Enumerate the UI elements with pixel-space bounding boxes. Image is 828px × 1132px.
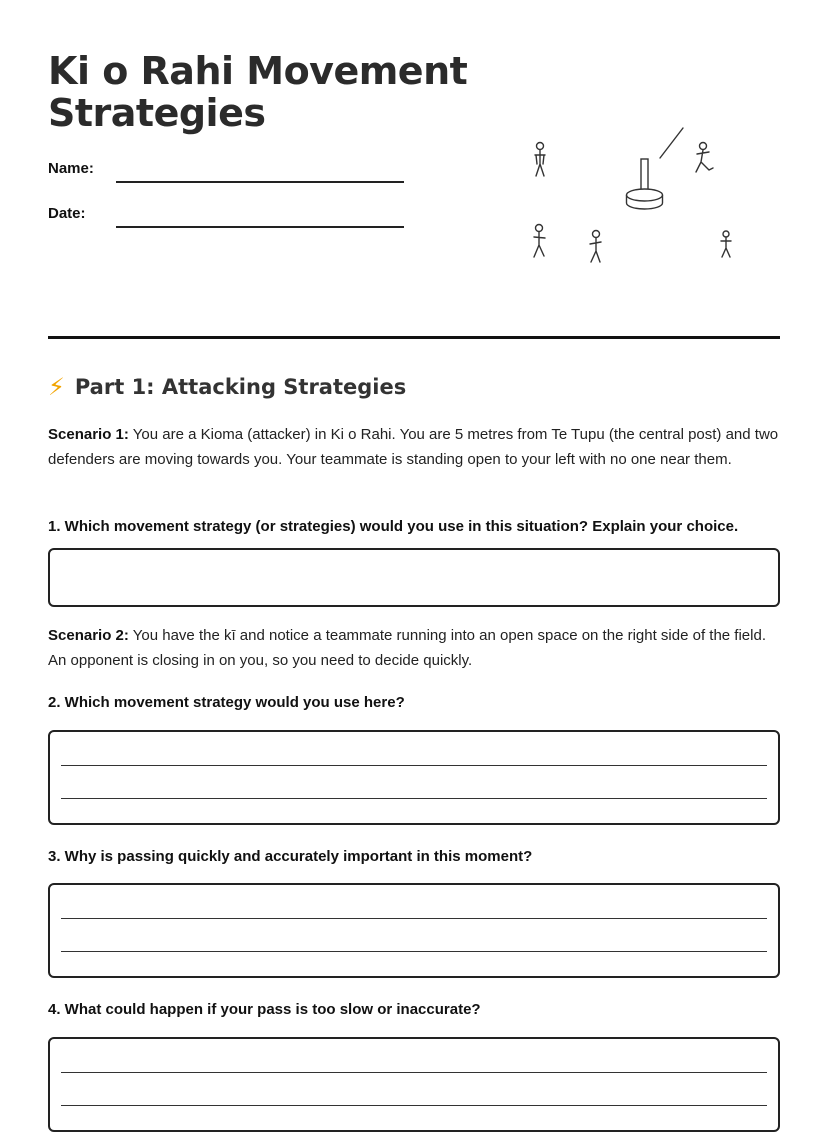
answer-line bbox=[61, 1072, 767, 1073]
lightning-bolt-icon: ⚡ bbox=[48, 373, 65, 401]
part-1-heading-text: Part 1: Attacking Strategies bbox=[74, 375, 407, 399]
page-title bbox=[48, 50, 467, 134]
date-field[interactable] bbox=[116, 226, 404, 228]
section-divider bbox=[48, 336, 780, 339]
answer-box-2[interactable] bbox=[48, 730, 780, 825]
player-figure-3 bbox=[534, 225, 545, 258]
answer-line bbox=[61, 1105, 767, 1106]
answer-line bbox=[61, 798, 767, 799]
player-figure-4 bbox=[590, 231, 601, 263]
player-figure-5 bbox=[721, 231, 731, 257]
scenario-1-label: Scenario 1: bbox=[48, 426, 129, 443]
question-4: 4. What could happen if your pass is too slow or inaccurate? bbox=[48, 1001, 481, 1018]
title-line-2: Strategies bbox=[48, 91, 266, 135]
scenario-1 bbox=[48, 422, 780, 472]
player-figure-2 bbox=[696, 143, 713, 173]
title-line-1: Ki o Rahi Movement bbox=[48, 49, 468, 93]
answer-line bbox=[61, 918, 767, 919]
date-label: Date: bbox=[48, 205, 86, 222]
name-field[interactable] bbox=[116, 181, 404, 183]
player-figure-1 bbox=[535, 143, 545, 177]
scenario-2-text: You have the kī and notice a teammate running into an open space on the right side of the field. An opponent is closing in on you, so you need to decide quickly. bbox=[48, 627, 766, 669]
name-label: Name: bbox=[48, 160, 94, 177]
answer-box-3[interactable] bbox=[48, 883, 780, 978]
question-1: 1. Which movement strategy (or strategies) would you use in this situation? Explain your choice. bbox=[48, 518, 739, 535]
question-2: 2. Which movement strategy would you use here? bbox=[48, 694, 405, 711]
answer-line bbox=[61, 765, 767, 766]
te-tupu-post-icon bbox=[627, 159, 663, 209]
scenario-1-text: You are a Kioma (attacker) in Ki o Rahi. You are 5 metres from Te Tupu (the central post) and two defenders are moving towards you. Your teammate is standing open to your left with no one near them. bbox=[48, 426, 779, 468]
answer-line bbox=[61, 951, 767, 952]
scenario-2-label: Scenario 2: bbox=[48, 627, 129, 644]
question-3: 3. Why is passing quickly and accurately important in this moment? bbox=[48, 848, 533, 865]
scenario-2 bbox=[48, 623, 780, 673]
ki-o-rahi-field-illustration bbox=[510, 58, 778, 288]
answer-box-1[interactable] bbox=[48, 548, 780, 607]
ball-path bbox=[660, 128, 683, 158]
part-1-heading bbox=[48, 373, 406, 401]
